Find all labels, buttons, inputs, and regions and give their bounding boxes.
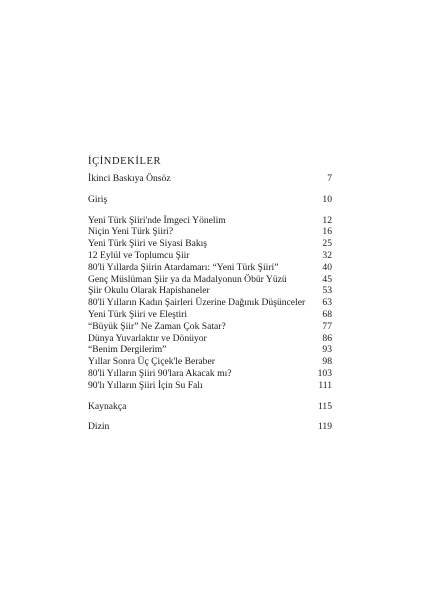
toc-entry-page-number: 103 xyxy=(317,367,332,379)
toc-entry xyxy=(88,401,332,413)
toc-title: İÇİNDEKİLER xyxy=(88,156,162,167)
toc-entry xyxy=(88,356,332,368)
toc-entries xyxy=(88,173,332,433)
toc-entry-page-number: 25 xyxy=(322,238,332,250)
toc-entry xyxy=(88,238,332,250)
toc-entry-title: Dünya Yuvarlaktır ve Dönüyor xyxy=(88,332,207,344)
toc-entry-title: Giriş xyxy=(88,193,108,205)
toc-entry xyxy=(88,173,332,185)
toc-entry xyxy=(88,194,332,206)
toc-entry-title: 80'li Yılların Kadın Şairleri Üzerine Dağınık Düşünceler xyxy=(88,297,306,309)
toc-entry xyxy=(88,344,332,356)
toc-entry-page-number: 77 xyxy=(322,320,332,332)
toc-entry xyxy=(88,297,332,309)
toc-entry-title: Genç Müslüman Şiir ya da Madalyonun Öbür Yüzü xyxy=(88,273,287,285)
toc-entry-title: Niçin Yeni Türk Şiiri? xyxy=(88,226,174,238)
table-of-contents xyxy=(88,156,332,433)
toc-entry-page-number: 16 xyxy=(322,226,332,238)
toc-entry-page-number: 12 xyxy=(322,214,332,226)
toc-entry xyxy=(88,250,332,262)
toc-entry xyxy=(88,215,332,227)
toc-entry-page-number: 63 xyxy=(322,297,332,309)
toc-entry-title: Yeni Türk Şiiri ve Eleştiri xyxy=(88,308,188,320)
toc-entry-title: Yıllar Sonra Üç Çiçek'le Beraber xyxy=(88,356,215,368)
toc-entry-page-number: 93 xyxy=(322,344,332,356)
toc-entry-title: Şiir Okulu Olarak Hapishaneler xyxy=(88,285,210,297)
toc-entry-page-number: 45 xyxy=(322,273,332,285)
toc-entry xyxy=(88,274,332,286)
toc-entry xyxy=(88,333,332,345)
toc-group-gap xyxy=(88,412,332,421)
toc-group-gap xyxy=(88,206,332,215)
toc-entry-page-number: 10 xyxy=(322,193,332,205)
toc-entry xyxy=(88,380,332,392)
toc-entry-page-number: 40 xyxy=(322,261,332,273)
toc-entry xyxy=(88,285,332,297)
toc-entry-title: 12 Eylül ve Toplumcu Şiir xyxy=(88,249,190,261)
toc-entry-title: Yeni Türk Şiiri'nde İmgeci Yönelim xyxy=(88,214,226,226)
toc-entry-page-number: 98 xyxy=(322,356,332,368)
toc-entry xyxy=(88,226,332,238)
toc-entry-page-number: 115 xyxy=(317,400,332,412)
toc-entry-title: Kaynakça xyxy=(88,400,127,412)
toc-entry-page-number: 111 xyxy=(318,379,332,391)
toc-entry xyxy=(88,421,332,433)
toc-entry xyxy=(88,262,332,274)
toc-entry-title: Dizin xyxy=(88,421,110,433)
toc-group-gap xyxy=(88,392,332,401)
toc-entry-page-number: 86 xyxy=(322,332,332,344)
toc-entry-title: “Benim Dergilerim” xyxy=(88,344,167,356)
toc-entry-title: 80'li Yılların Şiiri 90'lara Akacak mı? xyxy=(88,367,232,379)
toc-group-gap xyxy=(88,185,332,194)
toc-entry-title: İkinci Baskıya Önsöz xyxy=(88,173,171,184)
toc-entry-title: 80'li Yıllarda Şiirin Atardamarı: “Yeni Türk Şiiri” xyxy=(88,261,279,273)
toc-entry-page-number: 68 xyxy=(322,308,332,320)
toc-entry-page-number: 7 xyxy=(327,173,332,184)
toc-entry-title: “Büyük Şiir” Ne Zaman Çok Satar? xyxy=(88,320,226,332)
toc-entry-page-number: 53 xyxy=(322,285,332,297)
toc-entry-page-number: 119 xyxy=(317,421,332,433)
toc-entry-title: 90'lı Yılların Şiiri İçin Su Falı xyxy=(88,379,203,391)
toc-entry xyxy=(88,309,332,321)
toc-entry-title: Yeni Türk Şiiri ve Siyasi Bakış xyxy=(88,238,208,250)
toc-entry xyxy=(88,368,332,380)
toc-entry xyxy=(88,321,332,333)
toc-entry-page-number: 32 xyxy=(322,249,332,261)
